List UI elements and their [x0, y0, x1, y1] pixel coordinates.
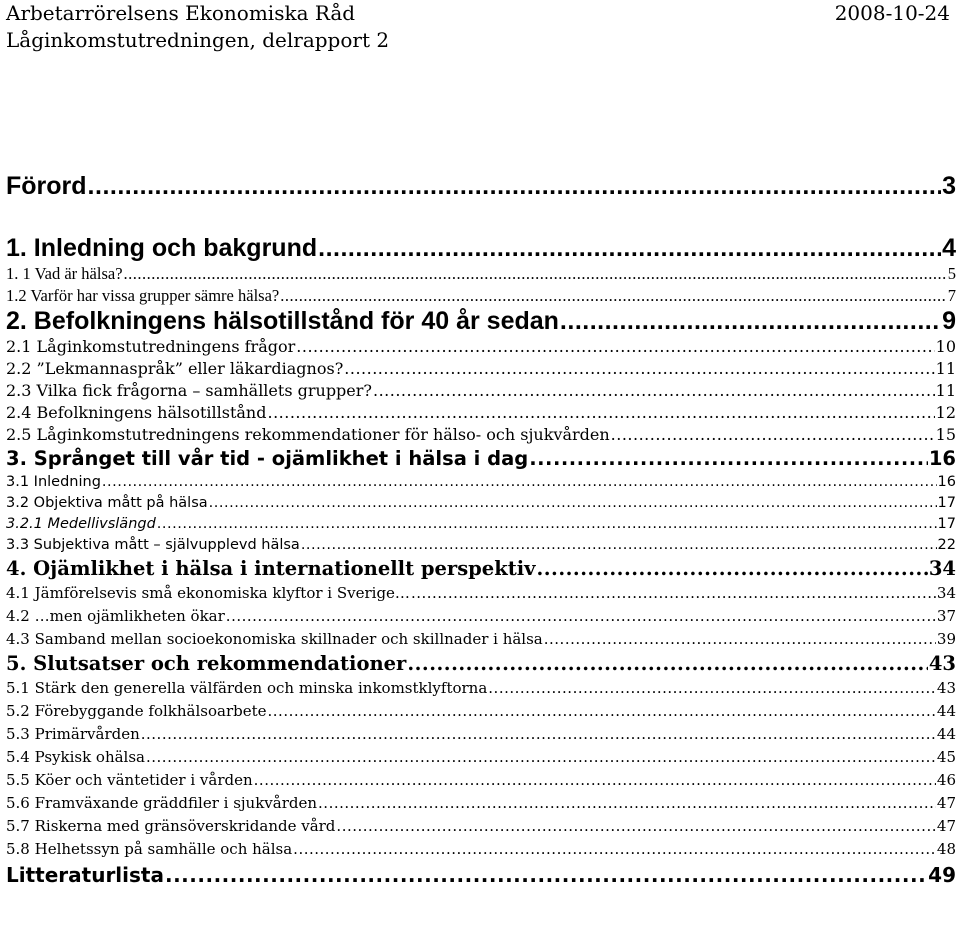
toc-leader	[102, 472, 937, 493]
toc-label: 2.4 Befolkningens hälsotillstånd	[6, 403, 267, 422]
toc-label: 3.1 Inledning	[6, 474, 101, 490]
toc-page: 34	[928, 557, 956, 580]
toc-entry-3-1[interactable]	[6, 472, 956, 493]
toc-entry-5-2[interactable]	[6, 700, 956, 723]
toc-leader	[293, 838, 936, 861]
toc-entry-4-2[interactable]	[6, 605, 956, 628]
toc-page: 17	[937, 495, 956, 511]
toc-label: 1. Inledning och bakgrund	[6, 234, 318, 262]
toc-leader	[544, 628, 936, 651]
toc-leader	[209, 493, 937, 514]
toc-page: 49	[928, 863, 956, 887]
toc-entry-3-2[interactable]	[6, 493, 956, 514]
toc-leader	[529, 446, 928, 472]
toc-page: 5	[947, 264, 956, 283]
toc-entry-chapter-2[interactable]	[6, 307, 956, 336]
toc-page: 22	[937, 537, 956, 553]
toc-entry-5-5[interactable]	[6, 769, 956, 792]
toc-page: 17	[937, 516, 956, 532]
toc-label: 3.3 Subjektiva mått – självupplevd hälsa	[6, 537, 300, 553]
toc-page: 16	[928, 447, 956, 470]
toc-leader	[336, 815, 935, 838]
toc-label: 1.2 Varför har vissa grupper sämre hälsa?	[6, 286, 280, 305]
page-header	[6, 0, 950, 54]
toc-page: 43	[936, 679, 956, 697]
toc-page: 11	[935, 381, 956, 400]
toc-leader	[267, 402, 934, 424]
toc-leader	[373, 380, 935, 402]
toc-label: 2.3 Vilka fick frågorna – samhällets grupper?	[6, 381, 372, 400]
toc-entry-5-3[interactable]	[6, 723, 956, 746]
header-row-1	[6, 0, 950, 27]
toc-label: 3.2 Objektiva mått på hälsa	[6, 495, 208, 511]
toc-leader	[296, 336, 934, 358]
header-row-2	[6, 27, 950, 54]
toc-label: 5. Slutsatser och rekommendationer	[6, 652, 407, 675]
spacer	[6, 201, 956, 234]
toc-label: 5.6 Framväxande gräddfiler i sjukvården	[6, 794, 318, 812]
toc-leader	[318, 792, 936, 815]
toc-page: 10	[935, 337, 956, 356]
toc-label: 5.3 Primärvården	[6, 725, 140, 743]
toc-entry-5-8[interactable]	[6, 838, 956, 861]
toc-leader	[165, 861, 927, 889]
header-subtitle: Låginkomstutredningen, delrapport 2	[6, 28, 390, 52]
toc-entry-references[interactable]	[6, 861, 956, 889]
toc-page: 48	[936, 840, 956, 858]
toc-label: 2.5 Låginkomstutredningens rekommendationer för hälso- och sjukvården	[6, 425, 610, 444]
toc-leader	[560, 307, 941, 336]
toc-entry-3-3[interactable]	[6, 535, 956, 556]
toc-leader	[407, 651, 928, 677]
toc-leader	[301, 535, 937, 556]
toc-label: 2. Befolkningens hälsotillstånd för 40 år sedan	[6, 307, 559, 335]
toc-entry-1-2[interactable]	[6, 285, 956, 307]
toc-entry-chapter-3[interactable]	[6, 446, 956, 472]
toc-entry-5-1[interactable]	[6, 677, 956, 700]
header-organization: Arbetarrörelsens Ekonomiska Råd	[6, 1, 356, 25]
toc-entry-5-7[interactable]	[6, 815, 956, 838]
toc-page: 46	[936, 771, 956, 789]
toc-page: 3	[942, 172, 956, 200]
header-date: 2008-10-24	[834, 1, 950, 25]
toc-label: 4.2 …men ojämlikheten ökar	[6, 607, 225, 625]
toc-label: 2.1 Låginkomstutredningens frågor	[6, 337, 296, 356]
toc-page: 34	[936, 584, 956, 602]
toc-page: 39	[936, 630, 956, 648]
toc-leader	[146, 746, 936, 769]
toc-entry-2-4[interactable]	[6, 402, 956, 424]
toc-leader	[536, 556, 927, 582]
toc-leader	[268, 700, 936, 723]
toc-page: 47	[936, 794, 956, 812]
toc-label: 2.2 ”Lekmannaspråk” eller läkardiagnos?	[6, 359, 344, 378]
toc-label: 5.8 Helhetssyn på samhälle och hälsa	[6, 840, 293, 858]
toc-leader	[124, 263, 947, 285]
toc-entry-chapter-5[interactable]	[6, 651, 956, 677]
toc-page: 37	[936, 607, 956, 625]
toc-page: 4	[942, 234, 956, 262]
table-of-contents	[6, 172, 956, 889]
toc-leader	[141, 723, 936, 746]
toc-page: 9	[942, 307, 956, 335]
toc-page: 43	[928, 652, 956, 675]
toc-entry-foreword[interactable]	[6, 172, 956, 201]
toc-leader	[318, 234, 941, 263]
toc-leader	[611, 424, 935, 446]
toc-label: 4.1 Jämförelsevis små ekonomiska klyftor i Sverige…	[6, 584, 410, 602]
toc-label: 5.2 Förebyggande folkhälsoarbete	[6, 702, 267, 720]
toc-label: 5.5 Köer och väntetider i vården	[6, 771, 253, 789]
toc-label: 5.4 Psykisk ohälsa	[6, 748, 145, 766]
toc-leader	[488, 677, 936, 700]
toc-label: 5.7 Riskerna med gränsöverskridande vård	[6, 817, 336, 835]
toc-entry-2-2[interactable]	[6, 358, 956, 380]
toc-leader	[344, 358, 934, 380]
toc-label: 4. Ojämlikhet i hälsa i internationellt perspektiv	[6, 557, 536, 580]
toc-page: 45	[936, 748, 956, 766]
toc-page: 16	[937, 474, 956, 490]
toc-page: 11	[935, 359, 956, 378]
toc-label: Litteraturlista	[6, 863, 164, 887]
toc-page: 47	[936, 817, 956, 835]
toc-entry-3-2-1[interactable]	[6, 514, 956, 535]
toc-label: 4.3 Samband mellan socioekonomiska skillnader och skillnader i hälsa	[6, 630, 543, 648]
toc-entry-4-3[interactable]	[6, 628, 956, 651]
toc-page: 15	[935, 425, 956, 444]
toc-leader	[254, 769, 936, 792]
toc-leader	[411, 582, 936, 605]
toc-leader	[157, 514, 937, 535]
toc-page: 7	[947, 286, 956, 305]
toc-entry-4-1[interactable]	[6, 582, 956, 605]
toc-entry-chapter-4[interactable]	[6, 556, 956, 582]
toc-entry-2-1[interactable]	[6, 336, 956, 358]
toc-entry-5-4[interactable]	[6, 746, 956, 769]
toc-page: 44	[936, 702, 956, 720]
toc-leader	[280, 285, 947, 307]
toc-page: 44	[936, 725, 956, 743]
toc-label: 3.2.1 Medellivslängd	[6, 516, 156, 532]
toc-entry-2-5[interactable]	[6, 424, 956, 446]
toc-label: 5.1 Stärk den generella välfärden och minska inkomstklyftorna	[6, 679, 488, 697]
toc-page: 12	[935, 403, 956, 422]
toc-leader	[88, 172, 942, 201]
toc-label: 1. 1 Vad är hälsa?	[6, 264, 123, 283]
toc-entry-2-3[interactable]	[6, 380, 956, 402]
toc-entry-1-1[interactable]	[6, 263, 956, 285]
toc-entry-5-6[interactable]	[6, 792, 956, 815]
toc-leader	[226, 605, 936, 628]
toc-label: Förord	[6, 172, 87, 200]
toc-entry-chapter-1[interactable]	[6, 234, 956, 263]
toc-label: 3. Språnget till vår tid - ojämlikhet i hälsa i dag	[6, 447, 529, 470]
